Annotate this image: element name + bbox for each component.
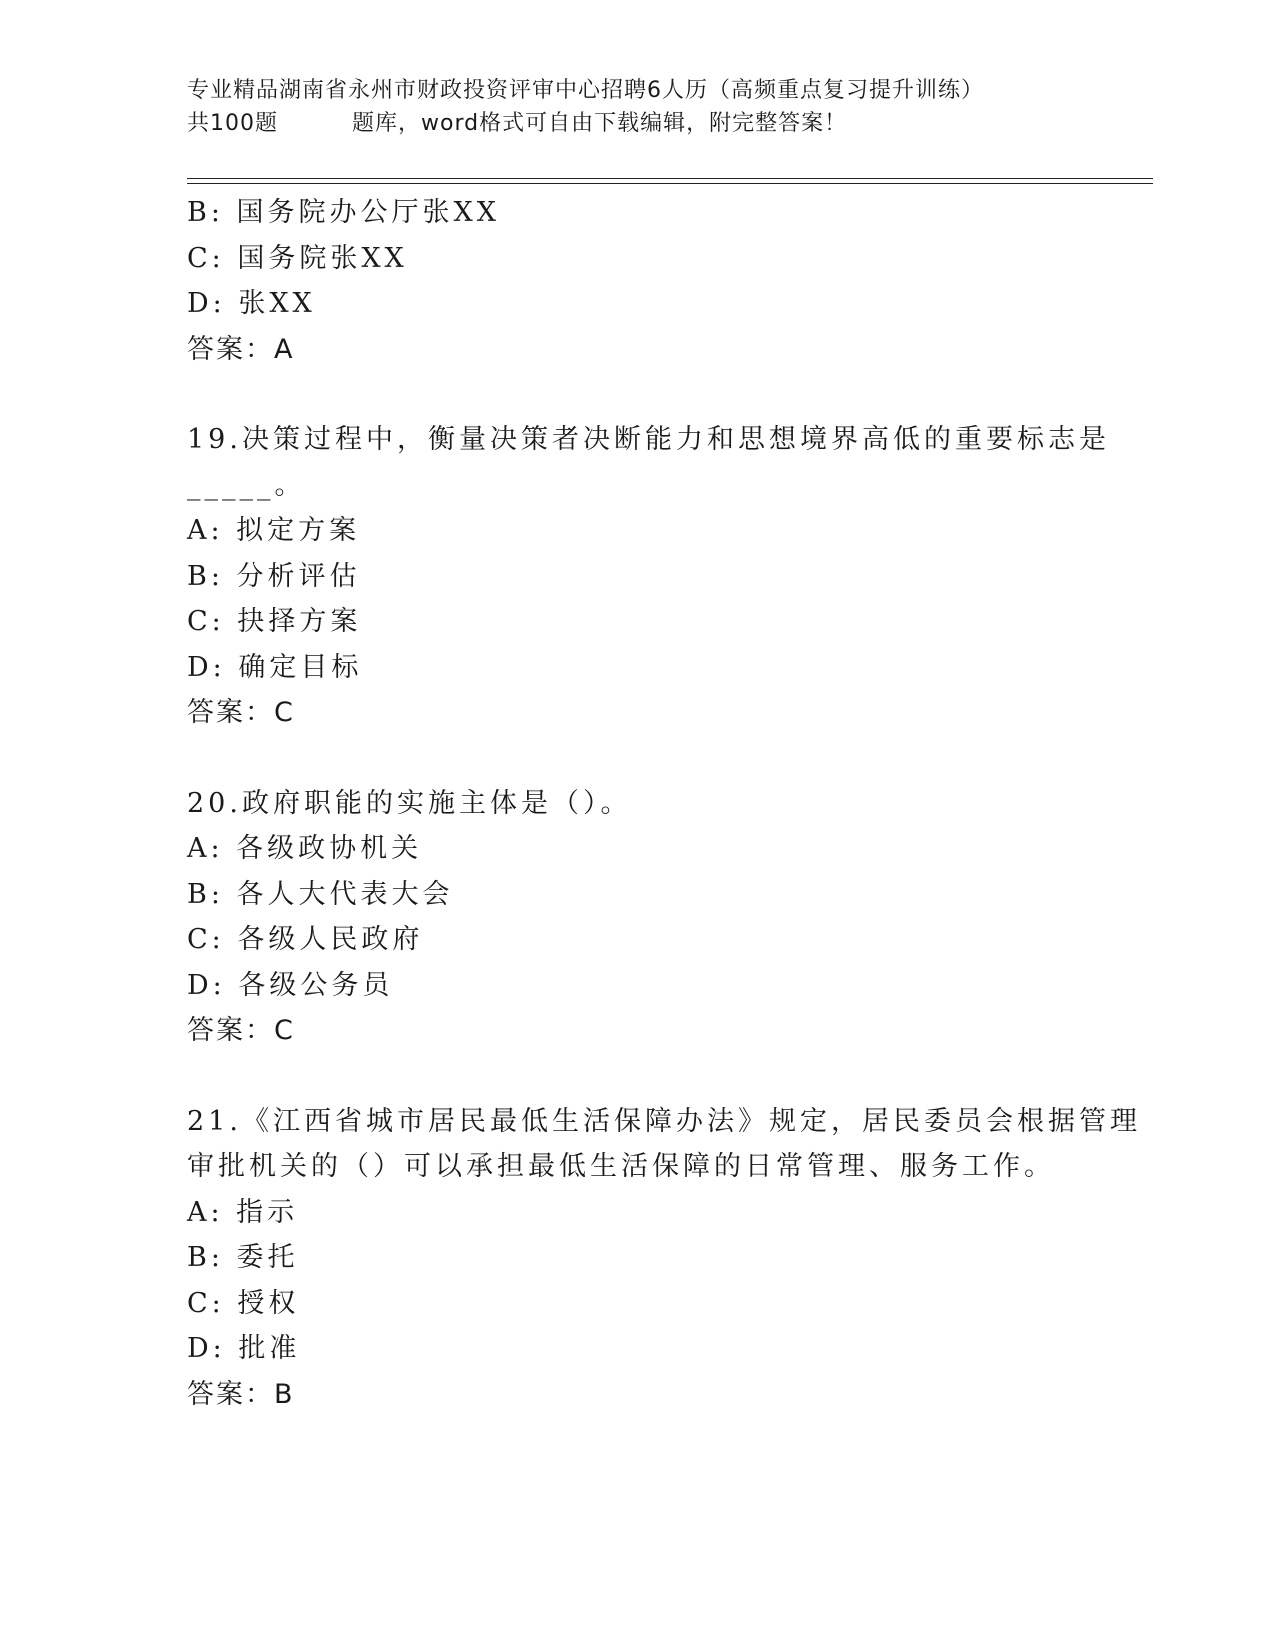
- q20-answer: 答案：C: [187, 1015, 295, 1046]
- q19-stem-line1: 19.决策过程中，衡量决策者决断能力和思想境界高低的重要标志是: [187, 424, 1110, 455]
- q21-option-c: C: 授权: [187, 1287, 300, 1319]
- q20-option-d: D: 各级公务员: [187, 969, 394, 1001]
- question-20: [187, 781, 1087, 1054]
- q19-answer: 答案：C: [187, 697, 295, 728]
- q19-option-c: C: 抉择方案: [187, 606, 362, 637]
- question-spacer: [187, 372, 1087, 417]
- q21-option-a: A: 指示: [187, 1196, 299, 1228]
- header-title-line: 专业精品湖南省永州市财政投资评审中心招聘6人历（高频重点复习提升训练）: [187, 78, 984, 103]
- question-spacer: [187, 1054, 1087, 1099]
- question-18-tail: [187, 190, 1087, 372]
- document-header: [187, 74, 1087, 140]
- q21-option-b: B: 委托: [187, 1242, 299, 1273]
- q19-option-b: B: 分析评估: [187, 560, 361, 592]
- q19-stem-line2: _____。: [187, 469, 306, 501]
- q21-option-d: D: 批准: [187, 1333, 301, 1364]
- header-rule-top: [187, 178, 1153, 179]
- q20-option-c: C: 各级人民政府: [187, 924, 424, 955]
- question-21: [187, 1099, 1141, 1418]
- header-description: 题库，word格式可自由下载编辑，附完整答案！: [352, 111, 848, 136]
- header-rule-bottom: [187, 183, 1153, 184]
- q18-option-d: D: 张XX: [187, 288, 316, 319]
- q20-option-b: B: 各人大代表大会: [187, 878, 454, 910]
- header-question-count: 共100题: [187, 111, 278, 136]
- q18-option-c: C: 国务院张XX: [187, 242, 408, 274]
- q21-answer: 答案：B: [187, 1378, 295, 1410]
- question-content: [187, 190, 1141, 1417]
- q19-option-a: A: 拟定方案: [187, 515, 361, 546]
- q18-answer: 答案：A: [187, 333, 295, 365]
- q21-stem-line2: 审批机关的（）可以承担最低生活保障的日常管理、服务工作。: [187, 1151, 1055, 1182]
- q18-option-b: B: 国务院办公厅张XX: [187, 197, 500, 228]
- q20-option-a: A: 各级政协机关: [187, 833, 423, 864]
- header-subtitle-line: [187, 107, 1087, 140]
- q19-option-d: D: 确定目标: [187, 651, 363, 683]
- question-spacer: [187, 736, 1087, 781]
- q20-stem: 20.政府职能的实施主体是（）。: [187, 787, 632, 819]
- question-19: [187, 417, 1110, 736]
- q21-stem-line1: 21.《江西省城市居民最低生活保障办法》规定，居民委员会根据管理: [187, 1105, 1141, 1137]
